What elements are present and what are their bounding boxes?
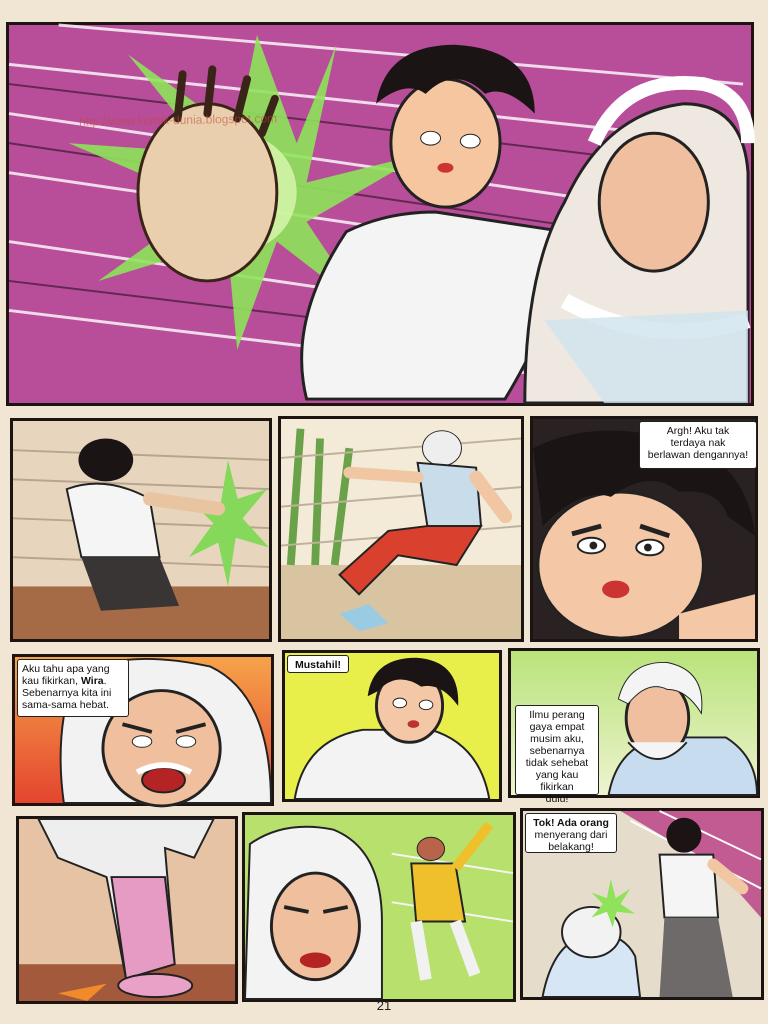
panel-8-legs xyxy=(16,816,238,1004)
panel-9-art xyxy=(245,815,513,999)
speech-bubble-mustahil xyxy=(287,655,349,673)
panel-5-master-speaks xyxy=(12,654,274,806)
watermark: http://www.komik-dunia.blogspot.com xyxy=(78,111,278,129)
bubble-line: menyerang dari xyxy=(534,829,608,841)
panel-6-art xyxy=(285,653,499,799)
bubble-line: Mustahil! xyxy=(294,659,342,671)
bubble-line: tidak sehebat xyxy=(525,757,589,769)
panel-2-art xyxy=(13,421,269,639)
panel-1-punch xyxy=(6,22,754,406)
panel-10-warning xyxy=(520,808,764,1000)
bubble-line: Ilmu perang xyxy=(529,709,585,721)
panel-3-art xyxy=(281,419,521,639)
panel-3-knockback xyxy=(278,416,524,642)
panel-4-wira-closeup xyxy=(530,416,758,642)
speech-bubble-tok xyxy=(525,813,617,853)
bubble-line: yang kau fikirkan xyxy=(535,769,579,793)
bubble-line: berlawan dengannya! xyxy=(647,449,749,461)
bubble-name: Wira xyxy=(80,675,104,687)
speech-bubble-aku-tahu: Aku tahu apa yang kau fikirkan, Wira. Sebenarnya kita ini sama-sama hebat. xyxy=(17,659,129,717)
bubble-line: kau fikirkan, xyxy=(22,675,79,687)
speech-bubble-argh xyxy=(639,421,757,469)
panel-6-mustahil xyxy=(282,650,502,802)
bubble-line: Argh! Aku tak xyxy=(666,425,730,437)
bubble-line: dulu! xyxy=(545,793,569,805)
bubble-line: Aku tahu apa yang xyxy=(22,663,110,675)
speech-bubble-ilmu-perang xyxy=(515,705,599,805)
panel-8-art xyxy=(19,819,235,1001)
bubble-line: musim aku, xyxy=(530,733,584,745)
bubble-line: belakang! xyxy=(548,841,594,853)
bubble-line: sama-sama hebat. xyxy=(22,699,109,711)
page-number: 21 xyxy=(376,998,392,1013)
bubble-line: terdaya nak xyxy=(670,437,726,449)
bubble-line: Tok! Ada orang xyxy=(533,817,609,829)
bubble-line: gaya empat xyxy=(529,721,585,733)
panel-1-art xyxy=(9,25,751,403)
bubble-line: sebenarnya xyxy=(529,745,585,757)
bubble-line: Sebenarnya kita ini xyxy=(22,687,112,699)
panel-2-strike xyxy=(10,418,272,642)
panel-7-master-explains xyxy=(508,648,760,805)
panel-9-attacker xyxy=(242,812,516,1002)
